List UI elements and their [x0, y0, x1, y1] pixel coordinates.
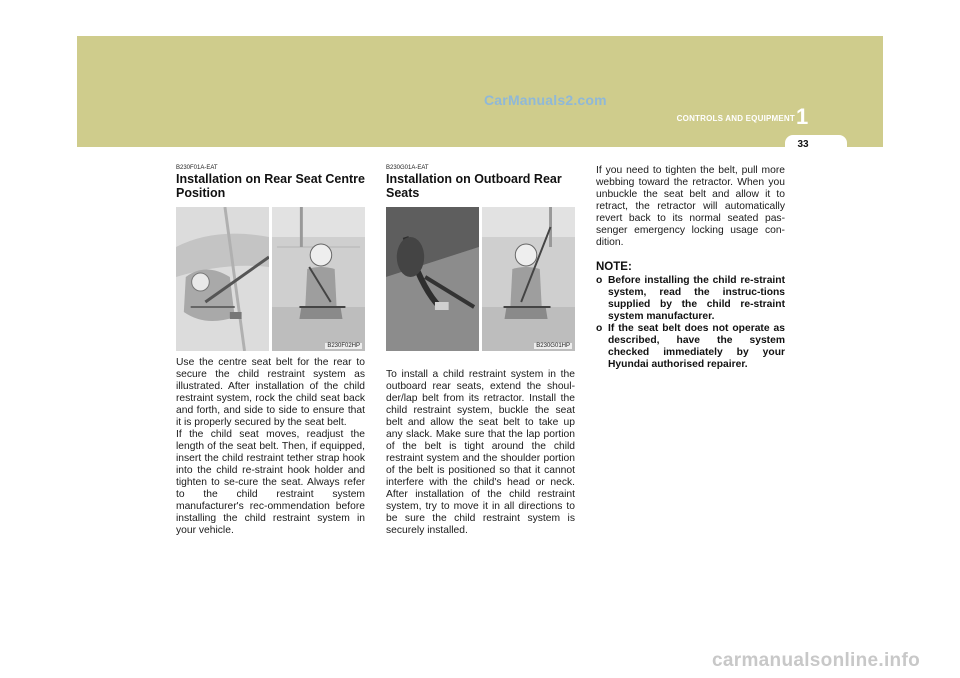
column-centre-position: [176, 165, 365, 537]
chapter-number: 1: [796, 104, 809, 129]
photo-booster-seat: [482, 207, 575, 351]
note-list: [596, 275, 785, 371]
illustration-pair: [176, 207, 365, 351]
photo-code: B230F02HP: [327, 343, 360, 349]
note-item: [596, 323, 785, 371]
section-heading: Installation on Rear Seat Centre Position: [176, 172, 365, 200]
note-item: [596, 275, 785, 323]
column-outboard-seats: [386, 165, 575, 537]
bullet-mark: o: [596, 323, 603, 334]
section-code: B230G01A-EAT: [386, 165, 429, 171]
photo-belt-retractor: [386, 207, 479, 351]
page-number: 33: [797, 139, 809, 150]
section-title: CONTROLS AND EQUIPMENT: [676, 114, 795, 123]
body-text: If you need to tighten the belt, pull more webbing toward the retractor. When you unbuckle the seat belt and allow it to retract, the retractor will automatically revert back to its normal seated pas-senger emergency locking usage con-dition.: [596, 165, 785, 248]
site-watermark[interactable]: CarManuals2.com: [484, 92, 607, 108]
body-text: To install a child restraint system in the outboard rear seats, extend the shoul-der/lap belt from its retractor. Install the child restraint system, buckle the seat belt and allow the seat belt to take up any slack. Make sure that the lap portion of the belt is tight around the child restraint system and the shoulder portion of the belt is positioned so that it cannot interfere with the child's head or neck. After installation of the child restraint system, try to move it in all directions to be sure the child restraint system is securely installed.: [386, 369, 575, 536]
photo-infant-seat: [176, 207, 269, 351]
photo-code: B230G01HP: [536, 343, 570, 349]
header-band: [77, 36, 883, 147]
note-text: If the seat belt does not operate as described, have the system checked immediately by your Hyundai authorised repairer.: [608, 323, 785, 370]
section-code: B230F01A-EAT: [176, 165, 218, 171]
footer-watermark[interactable]: carmanualsonline.info: [712, 650, 920, 671]
body-text: Use the centre seat belt for the rear to secure the child restraint system as illustrated. After installation of the child restraint system, rock the child seat back and forth, and side to side to ensure that it is properly secured by the seat belt. If the child seat moves, readjust the length of the seat belt. Then, if equipped, insert the child restraint tether strap hook into the child re-straint hook holder and tighten to se-cure the seat. Always refer to the child restraint system manufacturer's rec-ommendation before installing the child restraint system in your vehicle.: [176, 357, 365, 536]
bullet-mark: o: [596, 275, 603, 286]
column-continued: [596, 165, 785, 371]
section-heading: Installation on Outboard Rear Seats: [386, 172, 562, 200]
note-title: NOTE:: [596, 261, 632, 273]
illustration-pair: [386, 207, 575, 351]
photo-booster-seat: [272, 207, 365, 351]
note-text: Before installing the child re-straint system, read the instruc-tions supplied by the child re-straint system manufacturer.: [608, 275, 785, 322]
